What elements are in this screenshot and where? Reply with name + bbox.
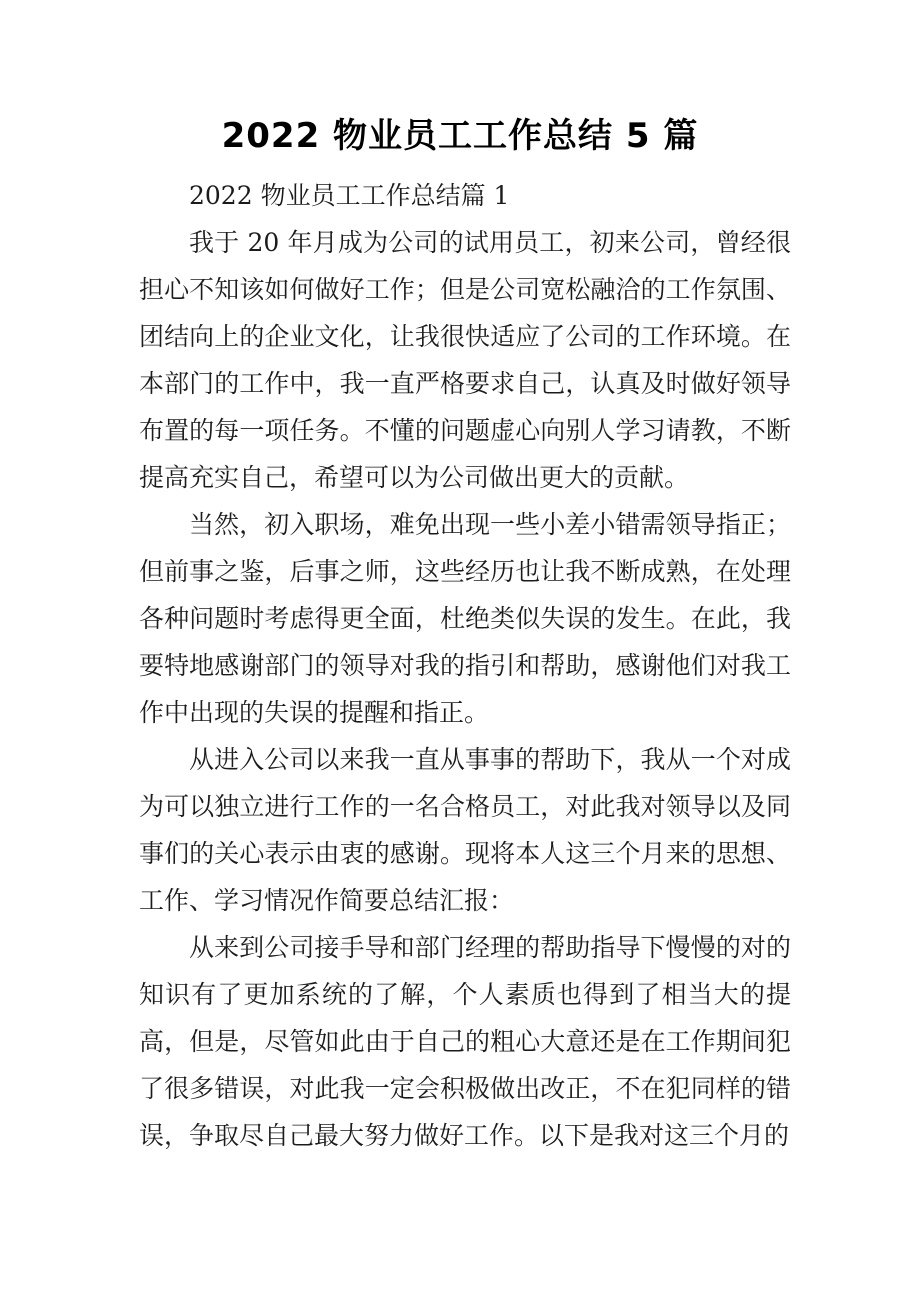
document-body (139, 172, 791, 1159)
section-heading: 2022 物业员工工作总结篇 1 (189, 181, 510, 210)
document-title: 2022 物业员工工作总结 5 篇 (221, 116, 699, 156)
paragraph: 我于 20 年月成为公司的试用员工，初来公司，曾经很担心不知该如何做好工作；但是公司宽松融洽的工作氛围、团结向上的企业文化，让我很快适应了公司的工作环境。在本部门的工作中，我一直严格要求自己，认真及时做好领导布置的每一项任务。不懂的问题虚心向别人学习请教，不断提高充实自己，希望可以为公司做出更大的贡献。 (139, 228, 791, 492)
paragraph: 当然，初入职场，难免出现一些小差小错需领导指正；但前事之鉴，后事之师，这些经历也让我不断成熟，在处理各种问题时考虑得更全面，杜绝类似失误的发生。在此，我要特地感谢部门的领导对我的指引和帮助，感谢他们对我工作中出现的失误的提醒和指正。 (139, 510, 791, 727)
paragraph: 从进入公司以来我一直从事事的帮助下，我从一个对成为可以独立进行工作的一名合格员工，对此我对领导以及同事们的关心表示由衷的感谢。现将本人这三个月来的思想、工作、学习情况作简要总结汇报： (139, 745, 791, 915)
paragraph: 从来到公司接手导和部门经理的帮助指导下慢慢的对的知识有了更加系统的了解，个人素质也得到了相当大的提高，但是，尽管如此由于自己的粗心大意还是在工作期间犯了很多错误，对此我一定会积极做出改正，不在犯同样的错误，争取尽自己最大努力做好工作。以下是我对这三个月的 (139, 933, 791, 1150)
